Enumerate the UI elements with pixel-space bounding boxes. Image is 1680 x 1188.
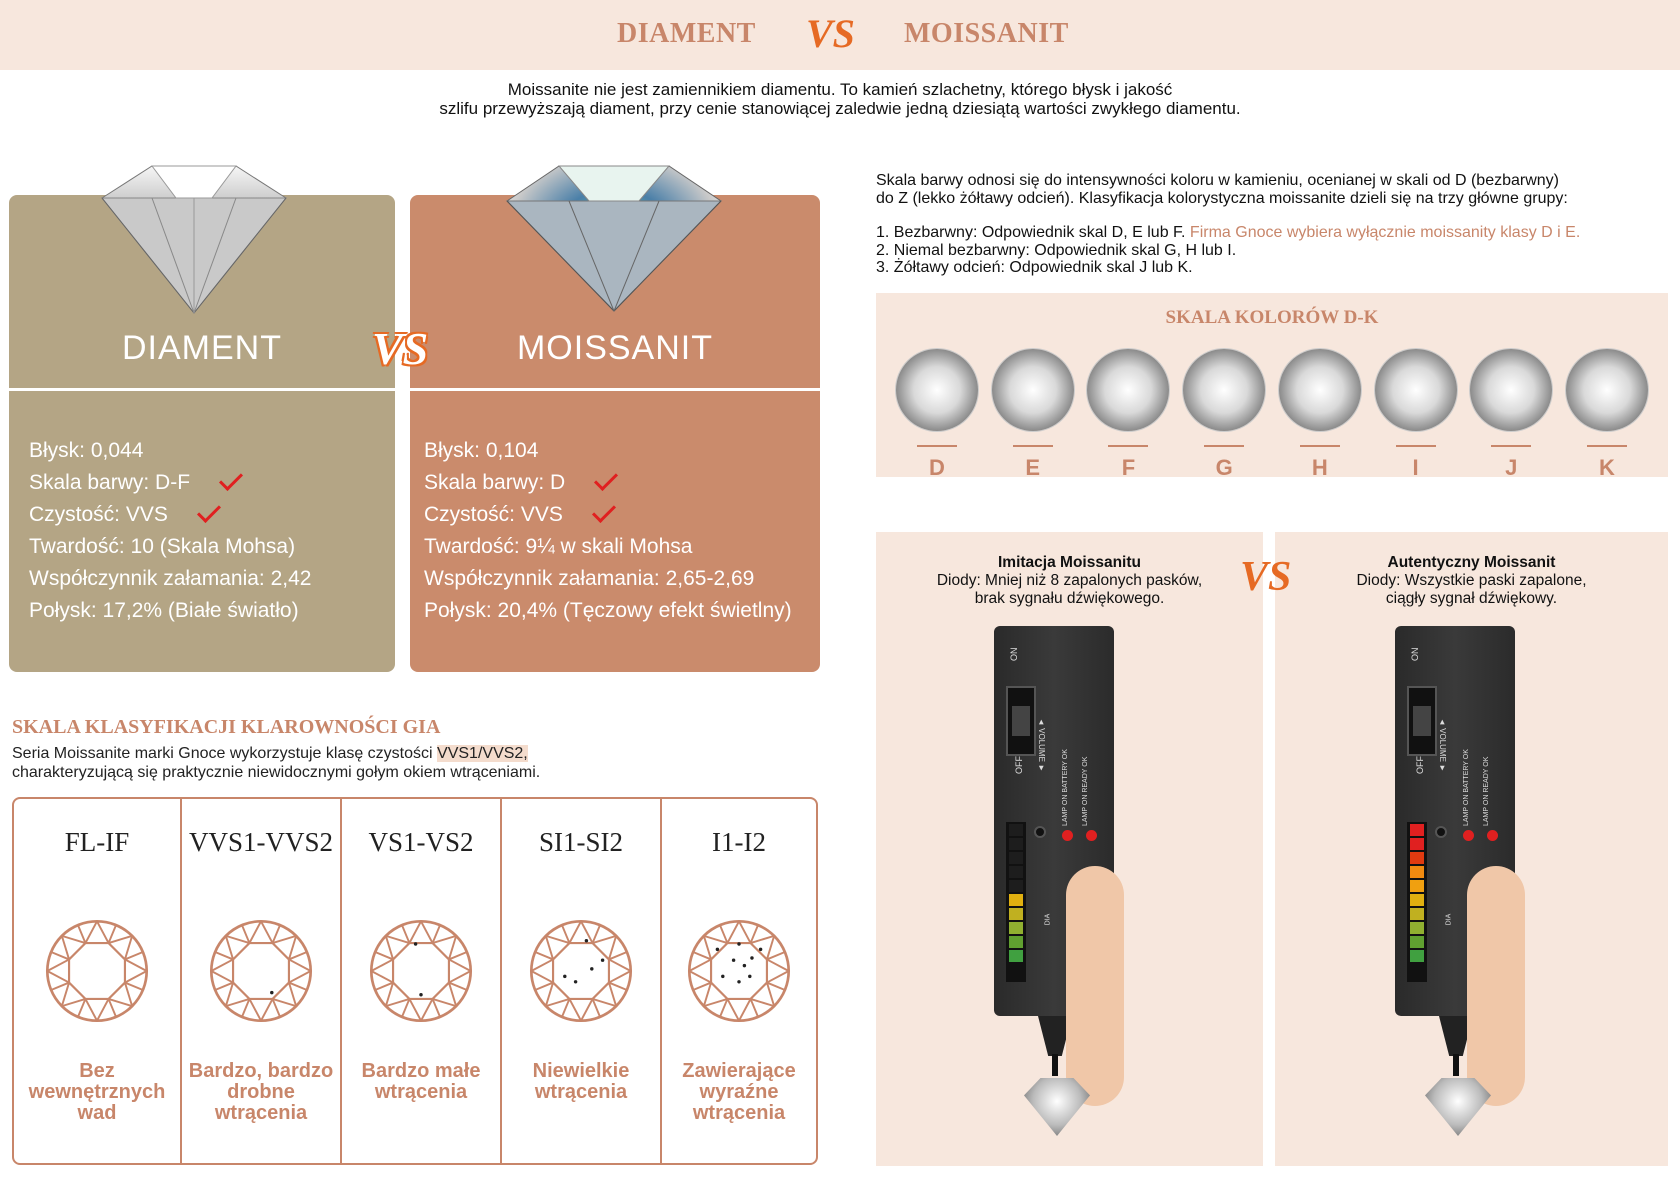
clarity-grade-description: Zawierające wyraźne wtrącenia (682, 1060, 796, 1124)
led-bar (1410, 894, 1424, 906)
led-bar (1410, 866, 1424, 878)
tested-gem-image (1425, 1078, 1491, 1136)
moissanit-properties (424, 435, 792, 627)
ready-led (1487, 830, 1498, 841)
color-grade-d (896, 349, 978, 480)
card-divider (410, 388, 820, 391)
led-bar (1009, 922, 1023, 934)
intro-line-1: Moissanite nie jest zamiennikiem diamentu. To kamień szlachetny, którego błysk i jakość (507, 80, 1173, 99)
grade-label (896, 455, 978, 481)
clarity-grade-cell (502, 799, 662, 1165)
clarity-desc-highlight: VVS1/VVS2, (437, 745, 528, 762)
diamond-swatch-icon (1279, 349, 1361, 431)
grade-label (1279, 455, 1361, 481)
color-grade-e (992, 349, 1074, 480)
dia-label: DIA (1044, 913, 1052, 926)
grade-label (992, 455, 1074, 481)
led-bar (1410, 950, 1424, 962)
diamond-top-view-icon (367, 917, 475, 1025)
diamond-swatch-icon (992, 349, 1074, 431)
property-row (29, 531, 311, 563)
color-scale-intro (876, 172, 1666, 277)
battery-led (1062, 830, 1073, 841)
led-bar (1410, 936, 1424, 948)
color-scale-item-1 (876, 224, 1666, 242)
led-bar-display (1407, 822, 1427, 982)
property-row (424, 563, 792, 595)
property-text: Skala barwy: D-F (29, 471, 191, 494)
grade-underline (1108, 445, 1148, 447)
moissanit-title: MOISSANIT (516, 329, 714, 367)
grade-label (1375, 455, 1457, 481)
tester-imitation-title: Imitacja Moissanitu (998, 554, 1141, 571)
grade-letter: F (1121, 455, 1136, 480)
diamond-top-view-icon (685, 917, 793, 1025)
property-text: Czystość: VVS (424, 503, 563, 526)
led-bar (1410, 824, 1424, 836)
diamond-swatch-icon (1566, 349, 1648, 431)
color-scale-item-1-highlight: Firma Gnoce wybiera wyłącznie moissanity klasy D i E. (1189, 224, 1581, 241)
checkmark-icon (219, 467, 243, 491)
color-scale-title: SKALA KOLORÓW D-K (1165, 307, 1379, 328)
property-row (29, 499, 311, 531)
tested-gem-image (1024, 1078, 1090, 1136)
intro-text (0, 80, 1680, 118)
checkmark-icon (592, 499, 616, 523)
led-bar (1410, 908, 1424, 920)
tester-authentic-line-1: Diody: Wszystkie paski zapalone, (1356, 572, 1587, 589)
header-right-title: MOISSANIT (904, 18, 1069, 49)
property-text: Połysk: 20,4% (Tęczowy efekt świetlny) (424, 599, 792, 622)
color-grade-f (1087, 349, 1169, 480)
clarity-grade-label: I1-I2 (712, 827, 766, 857)
lamp-battery-label: LAMP ON BATTERY OK (1062, 749, 1069, 826)
color-scale-line-2: do Z (lekko żółtawy odcień). Klasyfikacja kolorystyczna moissanite dzieli się na trzy główne grupy: (876, 189, 1568, 207)
clarity-grade-description: Niewielkie wtrącenia (532, 1060, 630, 1103)
grade-underline (1587, 445, 1627, 447)
checkmark-icon (594, 467, 618, 491)
clarity-grade-cell (182, 799, 342, 1165)
led-bar (1009, 880, 1023, 892)
card-divider (9, 388, 395, 391)
volume-switch[interactable] (1407, 686, 1437, 756)
compare-vs-badge: VS (372, 323, 429, 374)
led-bar (1009, 824, 1023, 836)
property-row (29, 467, 311, 499)
property-text: Twardość: 10 (Skala Mohsa) (29, 535, 296, 558)
volume-label: ◄ VOLUME ► (1037, 718, 1046, 773)
volume-label: ◄ VOLUME ► (1438, 718, 1447, 773)
property-text: Współczynnik załamania: 2,42 (29, 567, 312, 590)
led-bar (1009, 866, 1023, 878)
color-grade-h (1279, 349, 1361, 480)
clarity-desc-text: Seria Moissanite marki Gnoce wykorzystuje klasę czystości (12, 745, 438, 762)
header-vs: VS (806, 11, 855, 56)
clarity-grade-label: VS1-VS2 (368, 827, 474, 857)
diamond-swatch-icon (1183, 349, 1265, 431)
grade-label (1087, 455, 1169, 481)
tester-authentic-text (1275, 554, 1668, 608)
property-row (424, 499, 792, 531)
led-bar (1410, 880, 1424, 892)
diament-properties (29, 435, 311, 627)
diamond-gem-image (82, 158, 306, 318)
hand-image (1467, 866, 1525, 1106)
clarity-title: SKALA KLASYFIKACJI KLAROWNOŚCI GIA (12, 716, 441, 738)
grade-underline (1204, 445, 1244, 447)
tester-probe (1052, 1054, 1058, 1076)
color-grade-i (1375, 349, 1457, 480)
tester-imitation-line-1: Diody: Mniej niż 8 zapalonych pasków, (936, 572, 1203, 589)
property-row (424, 595, 792, 627)
property-text: Błysk: 0,104 (424, 439, 539, 462)
intro-line-2: szlifu przewyższają diament, przy cenie stanowiącej zaledwie jedną dziesiątą wartości zwykłego diamentu. (439, 99, 1241, 118)
property-text: Połysk: 17,2% (Białe światło) (29, 599, 299, 622)
grade-letter: G (1215, 455, 1233, 480)
clarity-grade-cell (662, 799, 816, 1165)
diamond-swatch-icon (896, 349, 978, 431)
lamp-battery-label: LAMP ON BATTERY OK (1463, 749, 1470, 826)
sound-hole-icon (1034, 826, 1046, 838)
diamond-top-view-icon (207, 917, 315, 1025)
color-scale-line-1: Skala barwy odnosi się do intensywności koloru w kamieniu, ocenianej w skali od D (bezbarwny) (876, 172, 1559, 189)
lamp-ready-label: LAMP ON READY OK (1483, 756, 1490, 826)
property-row (29, 595, 311, 627)
on-label: ON (1009, 647, 1019, 661)
grade-underline (1491, 445, 1531, 447)
battery-led (1463, 830, 1474, 841)
grade-label (1470, 455, 1552, 481)
tester-probe (1453, 1054, 1459, 1076)
tester-authentic-line-2: ciągły sygnał dźwiękowy. (1385, 590, 1558, 607)
led-bar (1410, 922, 1424, 934)
clarity-grade-description: Bardzo, bardzo drobne wtrącenia (188, 1060, 334, 1124)
clarity-grade-label: FL-IF (64, 827, 130, 857)
grade-label (1566, 455, 1648, 481)
off-label: OFF (1014, 756, 1024, 774)
led-bar (1410, 838, 1424, 850)
property-row (29, 435, 311, 467)
property-text: Współczynnik załamania: 2,65-2,69 (424, 567, 755, 590)
clarity-grade-label: SI1-SI2 (538, 827, 623, 857)
led-bar-display (1006, 822, 1026, 982)
grade-letter: D (929, 455, 945, 480)
grade-letter: K (1599, 455, 1615, 480)
color-grade-g (1183, 349, 1265, 480)
clarity-grade-cell (342, 799, 502, 1165)
moissanite-gem-image (489, 156, 739, 316)
tester-vs: VS (1240, 554, 1292, 600)
color-scale-item-1-text: 1. Bezbarwny: Odpowiednik skal D, E lub F. (876, 224, 1190, 241)
grade-underline (917, 445, 957, 447)
color-grade-k (1566, 349, 1648, 480)
diament-title: DIAMENT (122, 329, 282, 367)
grade-letter: J (1505, 455, 1518, 480)
clarity-grade-cell (14, 799, 182, 1165)
clarity-description (12, 744, 540, 782)
hand-image (1066, 866, 1124, 1106)
led-bar (1009, 852, 1023, 864)
clarity-grade-description: Bez wewnętrznych wad (28, 1060, 166, 1124)
grade-underline (1013, 445, 1053, 447)
diamond-swatch-icon (1470, 349, 1552, 431)
sound-hole-icon (1435, 826, 1447, 838)
checkmark-icon (197, 499, 221, 523)
diamond-swatch-icon (1375, 349, 1457, 431)
color-scale-item-3: 3. Żółtawy odcień: Odpowiednik skal J lub K. (876, 259, 1193, 276)
grade-letter: H (1311, 455, 1328, 480)
tester-imitation-line-2: brak sygnału dźwiękowego. (974, 590, 1165, 607)
led-bar (1009, 936, 1023, 948)
clarity-table (12, 797, 818, 1165)
color-swatch-row (896, 349, 1648, 480)
property-text: Skala barwy: D (424, 471, 566, 494)
diamond-swatch-icon (1087, 349, 1169, 431)
diamond-top-view-icon (527, 917, 635, 1025)
grade-letter: I (1412, 455, 1419, 480)
property-row (29, 563, 311, 595)
color-scale-item-2: 2. Niemal bezbarwny: Odpowiednik skal G, H lub I. (876, 241, 1237, 259)
ready-led (1086, 830, 1097, 841)
off-label: OFF (1415, 756, 1425, 774)
led-bar (1410, 852, 1424, 864)
property-row (424, 531, 792, 563)
property-row (424, 467, 792, 499)
clarity-desc-line-2: charakteryzującą się praktycznie niewidocznymi gołym okiem wtrąceniami. (12, 764, 541, 781)
grade-underline (1300, 445, 1340, 447)
diamond-tester-imitation (994, 626, 1124, 1166)
dia-label: DIA (1445, 913, 1453, 926)
diamond-tester-authentic (1395, 626, 1525, 1166)
led-bar (1009, 894, 1023, 906)
property-text: Twardość: 9¼ w skali Mohsa (424, 535, 693, 558)
tester-authentic-title: Autentyczny Moissanit (1387, 554, 1556, 571)
color-scale-panel (876, 293, 1668, 480)
led-bar (1009, 950, 1023, 962)
lamp-ready-label: LAMP ON READY OK (1082, 756, 1089, 826)
diamond-top-view-icon (43, 917, 151, 1025)
property-text: Czystość: VVS (29, 503, 168, 526)
on-label: ON (1410, 647, 1420, 661)
led-bar (1009, 908, 1023, 920)
led-bar (1009, 838, 1023, 850)
property-text: Błysk: 0,044 (29, 439, 144, 462)
grade-letter: E (1025, 455, 1041, 480)
property-row (424, 435, 792, 467)
grade-underline (1396, 445, 1436, 447)
grade-label (1183, 455, 1265, 481)
clarity-grade-description: Bardzo małe wtrącenia (361, 1060, 481, 1103)
header-left-title: DIAMENT (617, 18, 756, 49)
volume-switch[interactable] (1006, 686, 1036, 756)
color-grade-j (1470, 349, 1552, 480)
clarity-grade-label: VVS1-VVS2 (188, 827, 334, 857)
tester-imitation-text (876, 554, 1263, 608)
